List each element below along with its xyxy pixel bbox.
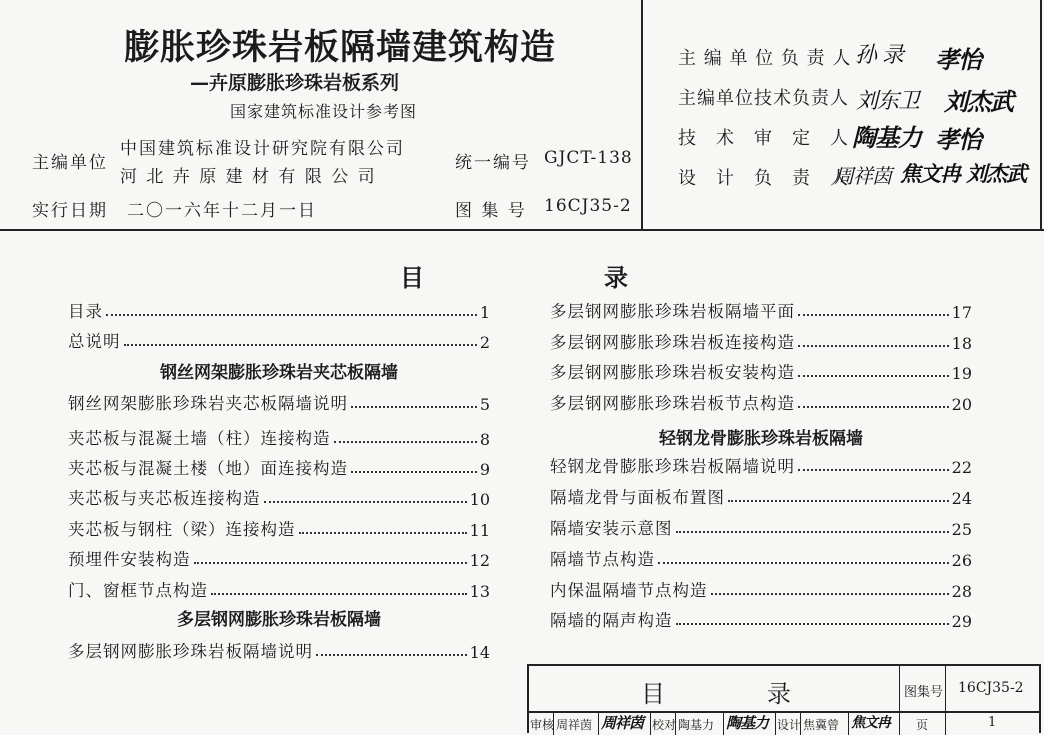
toc-leader [351, 471, 477, 473]
toc-item-page: 12 [469, 551, 490, 570]
toc-leader [316, 654, 467, 656]
tb-atlas-label: 图集号 [904, 685, 944, 700]
toc-item[interactable] [68, 388, 490, 414]
editor-org-2: 河 北 卉 原 建 材 有 限 公 司 [120, 167, 377, 187]
toc-section-heading: 轻钢龙骨膨胀珍珠岩板隔墙 [659, 429, 863, 449]
toc-item-title: 钢丝网架膨胀珍珠岩夹芯板隔墙说明 [68, 394, 348, 413]
toc-leader [299, 532, 467, 534]
toc-item-title: 内保温隔墙节点构造 [550, 581, 708, 600]
toc-item-page: 28 [951, 582, 972, 601]
toc-item[interactable] [68, 483, 490, 509]
toc-item[interactable] [68, 544, 490, 570]
toc-item-page: 17 [951, 303, 972, 322]
review-signature: 周祥茵 [601, 714, 644, 732]
toc-item-title: 门、窗框节点构造 [68, 581, 208, 600]
toc-item[interactable] [550, 388, 972, 414]
sheet-title-1: 目 [641, 680, 665, 708]
approval-sig-1b: 孝怡 [935, 45, 981, 74]
toc-item-title: 多层钢网膨胀珍珠岩板安装构造 [550, 363, 795, 382]
toc-item-page: 19 [951, 364, 972, 383]
toc-item-page: 5 [479, 395, 490, 414]
toc-leader [124, 344, 477, 346]
toc-item-title: 隔墙龙骨与面板布置图 [550, 488, 725, 507]
atlas-subtitle: —卉原膨胀珍珠岩板系列 [190, 72, 400, 94]
approval-sig-2a: 刘东卫 [856, 89, 920, 114]
toc-heading-left: 目 [400, 264, 424, 292]
approval-sig-3a: 陶基力 [852, 123, 921, 152]
toc-leader [264, 501, 467, 503]
toc-item-title: 多层钢网膨胀珍珠岩板隔墙平面 [550, 302, 795, 321]
toc-item-page: 8 [479, 430, 490, 449]
toc-leader [194, 562, 467, 564]
approval-sig-3b: 孝怡 [935, 125, 981, 154]
review-label: 审核 [530, 718, 555, 732]
toc-item[interactable] [550, 327, 972, 353]
atlas-no-label: 图 集 号 [455, 201, 527, 221]
check-name: 陶基力 [678, 718, 715, 732]
toc-item-page: 2 [479, 333, 490, 352]
sheet-title-2: 录 [767, 680, 791, 708]
code-label: 统一编号 [455, 153, 531, 173]
toc-item-page: 24 [951, 489, 972, 508]
approval-role-2: 主编单位技术负责人 [678, 88, 849, 109]
toc-item-title: 预埋件安装构造 [68, 550, 191, 569]
toc-leader [728, 500, 949, 502]
toc-item[interactable] [550, 575, 972, 601]
toc-item[interactable] [68, 326, 490, 352]
approval-sig-4a: 周祥茵 [834, 164, 891, 188]
header-bottom-rule [0, 229, 1044, 231]
toc-leader [676, 531, 949, 533]
toc-item[interactable] [68, 636, 490, 662]
tb-atlas-value: 16CJ35-2 [958, 680, 1024, 696]
toc-item-title: 隔墙安装示意图 [550, 519, 673, 538]
toc-section-heading: 钢丝网架膨胀珍珠岩夹芯板隔墙 [160, 363, 398, 383]
sheet-title-cell [529, 666, 900, 711]
header-divider [641, 0, 643, 230]
approval-role-4: 设 计 负 责 人 [678, 168, 849, 189]
toc-leader [798, 375, 949, 377]
toc-item-title: 多层钢网膨胀珍珠岩板隔墙说明 [68, 642, 313, 661]
toc-item-page: 10 [469, 490, 490, 509]
toc-leader [351, 406, 477, 408]
toc-leader [106, 314, 477, 316]
toc-item[interactable] [550, 482, 972, 508]
page-label: 页 [916, 718, 929, 732]
toc-item-title: 夹芯板与混凝土楼（地）面连接构造 [68, 459, 348, 478]
toc-item[interactable] [68, 453, 490, 479]
toc-item[interactable] [550, 513, 972, 539]
toc-leader [798, 406, 949, 408]
toc-item-title: 隔墙节点构造 [550, 550, 655, 569]
approval-role-1: 主 编 单 位 负 责 人 [678, 48, 852, 69]
code-value: GJCT-138 [544, 148, 633, 168]
toc-leader [798, 345, 949, 347]
toc-leader [658, 562, 949, 564]
atlas-title: 膨胀珍珠岩板隔墙建筑构造 [123, 28, 556, 68]
toc-leader [211, 593, 467, 595]
editor-org-1: 中国建筑标准设计研究院有限公司 [120, 139, 405, 159]
title-block [527, 664, 1041, 733]
design-label: 设计 [777, 718, 802, 732]
toc-item-page: 13 [469, 582, 490, 601]
toc-item-title: 多层钢网膨胀珍珠岩板节点构造 [550, 394, 795, 413]
date-label: 实行日期 [32, 201, 108, 221]
toc-item[interactable] [68, 423, 490, 449]
toc-item-page: 9 [479, 460, 490, 479]
toc-section-heading: 多层钢网膨胀珍珠岩板隔墙 [177, 610, 381, 630]
check-signature: 陶基力 [726, 714, 769, 732]
design-name: 焦冀曾 [803, 718, 840, 732]
toc-item-page: 11 [469, 521, 490, 540]
toc-item[interactable] [550, 296, 972, 322]
editor-label: 主编单位 [32, 153, 108, 173]
design-signature: 焦文冉 [851, 715, 890, 731]
toc-leader [798, 469, 949, 471]
review-name: 周祥茵 [556, 718, 593, 732]
atlas-no-value: 16CJ35-2 [544, 196, 632, 216]
toc-heading-right: 录 [604, 264, 628, 292]
atlas-value-cell [946, 666, 1041, 711]
toc-item-title: 夹芯板与钢柱（梁）连接构造 [68, 520, 296, 539]
toc-item-title: 多层钢网膨胀珍珠岩板连接构造 [550, 333, 795, 352]
toc-item-page: 18 [951, 334, 972, 353]
toc-item[interactable] [68, 514, 490, 540]
atlas-label-cell [900, 666, 946, 711]
toc-item[interactable] [68, 296, 490, 322]
toc-item[interactable] [550, 544, 972, 570]
toc-item-title: 总说明 [68, 332, 121, 351]
toc-leader [334, 441, 477, 443]
approval-sig-1a: 孙 录 [855, 43, 903, 68]
approval-sig-2b: 刘杰武 [944, 87, 1013, 116]
toc-item[interactable] [68, 575, 490, 601]
toc-item-title: 隔墙的隔声构造 [550, 611, 673, 630]
check-label: 校对 [652, 718, 677, 732]
approval-sig-4b: 焦文冉 刘杰武 [900, 161, 1027, 186]
standard-label: 国家建筑标准设计参考图 [230, 102, 418, 121]
toc-item-page: 29 [951, 612, 972, 631]
toc-item-page: 14 [469, 643, 490, 662]
right-edge-rule [1040, 0, 1042, 230]
toc-item-page: 22 [951, 458, 972, 477]
toc-item-page: 20 [951, 395, 972, 414]
approval-role-3: 技 术 审 定 人 [678, 128, 849, 149]
toc-item-title: 夹芯板与混凝土墙（柱）连接构造 [68, 429, 331, 448]
date-value: 二〇一六年十二月一日 [127, 201, 317, 221]
toc-item[interactable] [550, 605, 972, 631]
toc-item-title: 夹芯板与夹芯板连接构造 [68, 489, 261, 508]
toc-item[interactable] [550, 451, 972, 477]
toc-item-page: 25 [951, 520, 972, 539]
toc-item-title: 目录 [68, 302, 103, 321]
page-value: 1 [988, 715, 997, 730]
toc-leader [711, 593, 949, 595]
toc-item-page: 1 [479, 303, 490, 322]
toc-leader [676, 623, 949, 625]
toc-leader [798, 314, 949, 316]
toc-item[interactable] [550, 357, 972, 383]
toc-item-page: 26 [951, 551, 972, 570]
toc-item-title: 轻钢龙骨膨胀珍珠岩板隔墙说明 [550, 457, 795, 476]
